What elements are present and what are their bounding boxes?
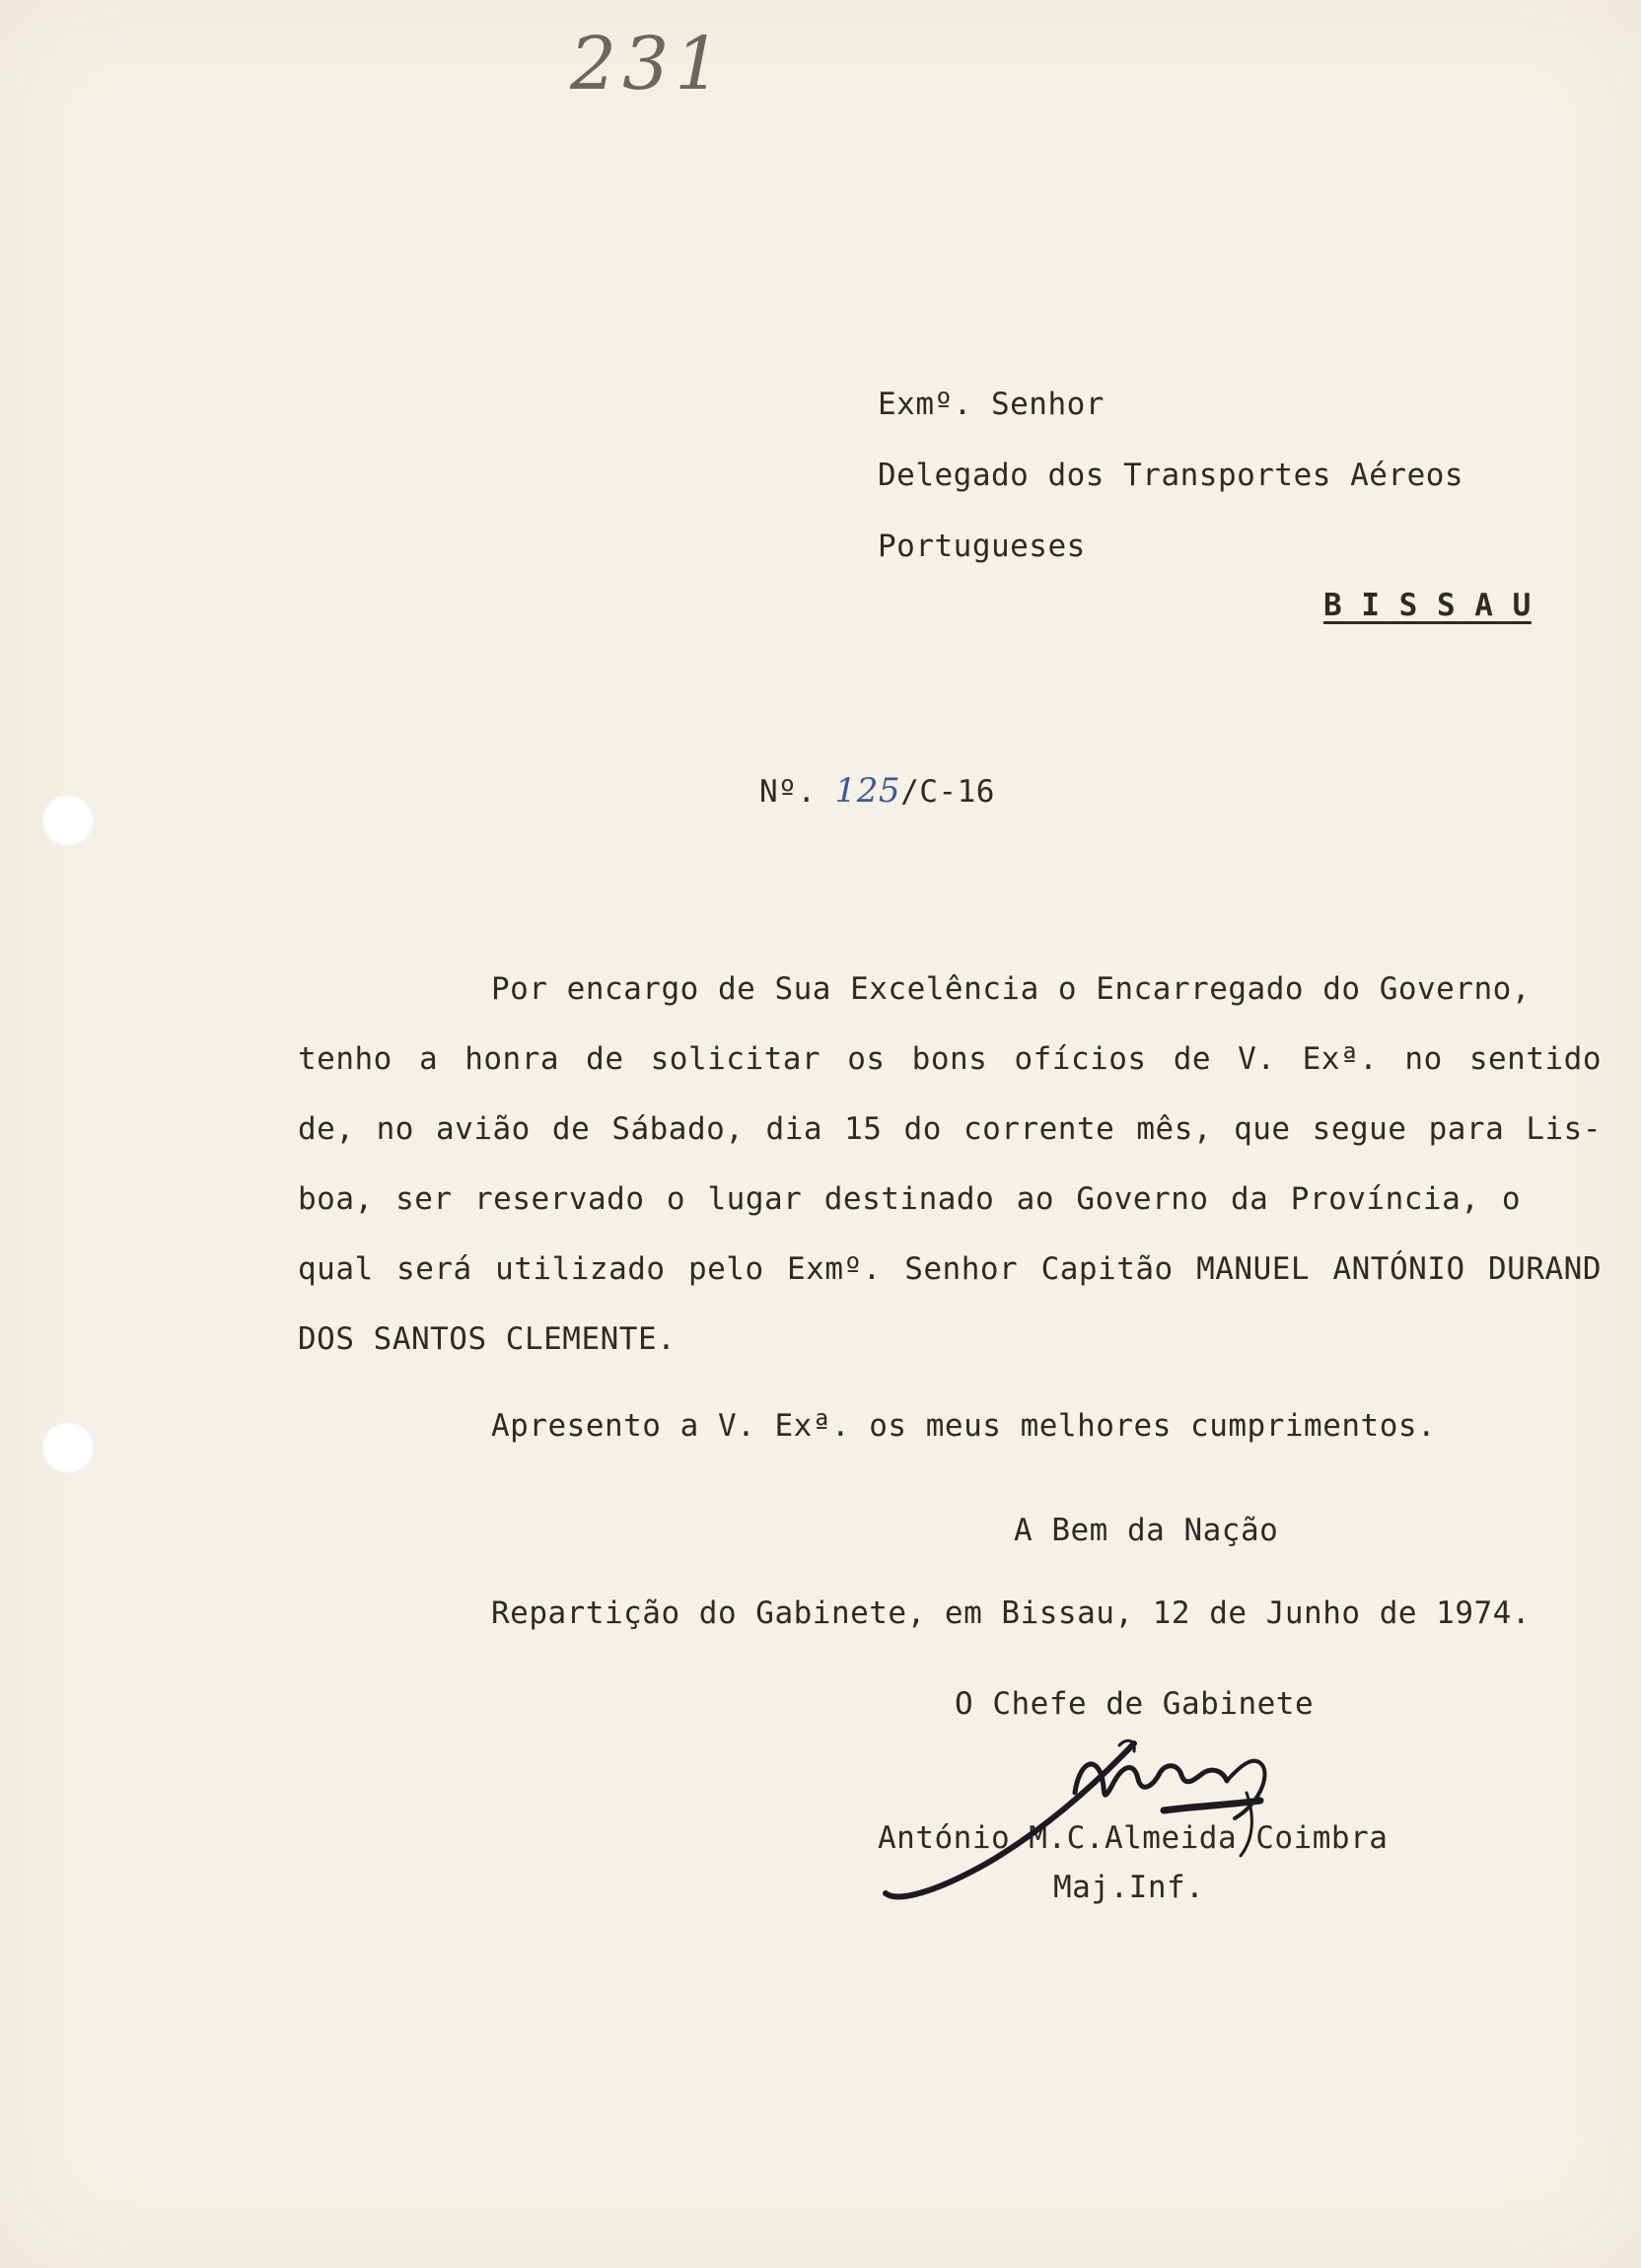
- body-paragraph-1: [298, 955, 1602, 1375]
- body-line: qual será utilizado pelo Exmº. Senhor Capitão MANUEL ANTÓNIO DURAND: [298, 1251, 1602, 1287]
- punch-hole-bottom: [41, 1421, 95, 1474]
- body-line: boa, ser reservado o lugar destinado ao Governo da Província, o: [298, 1181, 1521, 1217]
- recipient-salutation: Exmº. Senhor: [878, 387, 1105, 422]
- handwritten-signature: [868, 1716, 1321, 1913]
- recipient-title: Delegado dos Transportes Aéreos: [878, 458, 1464, 493]
- signatory-name: António M.C.Almeida Coimbra: [878, 1820, 1389, 1856]
- archive-number: 231: [570, 22, 728, 106]
- closing-place-date: Repartição do Gabinete, em Bissau, 12 de Junho de 1974.: [491, 1595, 1531, 1631]
- body-paragraph-2: Apresento a V. Exª. os meus melhores cumprimentos.: [491, 1408, 1437, 1444]
- body-line: Por encargo de Sua Excelência o Encarregado do Governo,: [491, 971, 1531, 1007]
- recipient-city: B I S S A U: [1323, 588, 1532, 623]
- reference-number: [759, 771, 995, 811]
- closing-role: O Chefe de Gabinete: [955, 1686, 1315, 1722]
- reference-prefix: Nº.: [759, 774, 817, 810]
- signatory-rank: Maj.Inf.: [1053, 1870, 1205, 1905]
- reference-suffix: /C-16: [900, 774, 995, 810]
- reference-handwritten-number: 125: [834, 771, 901, 811]
- recipient-organization: Portugueses: [878, 529, 1086, 564]
- body-line: DOS SANTOS CLEMENTE.: [298, 1321, 677, 1357]
- punch-hole-top: [41, 794, 95, 847]
- closing-motto: A Bem da Nação: [1014, 1513, 1279, 1548]
- body-line: tenho a honra de solicitar os bons ofícios de V. Exª. no sentido: [298, 1041, 1602, 1077]
- body-line: de, no avião de Sábado, dia 15 do corrente mês, que segue para Lis-: [298, 1111, 1602, 1147]
